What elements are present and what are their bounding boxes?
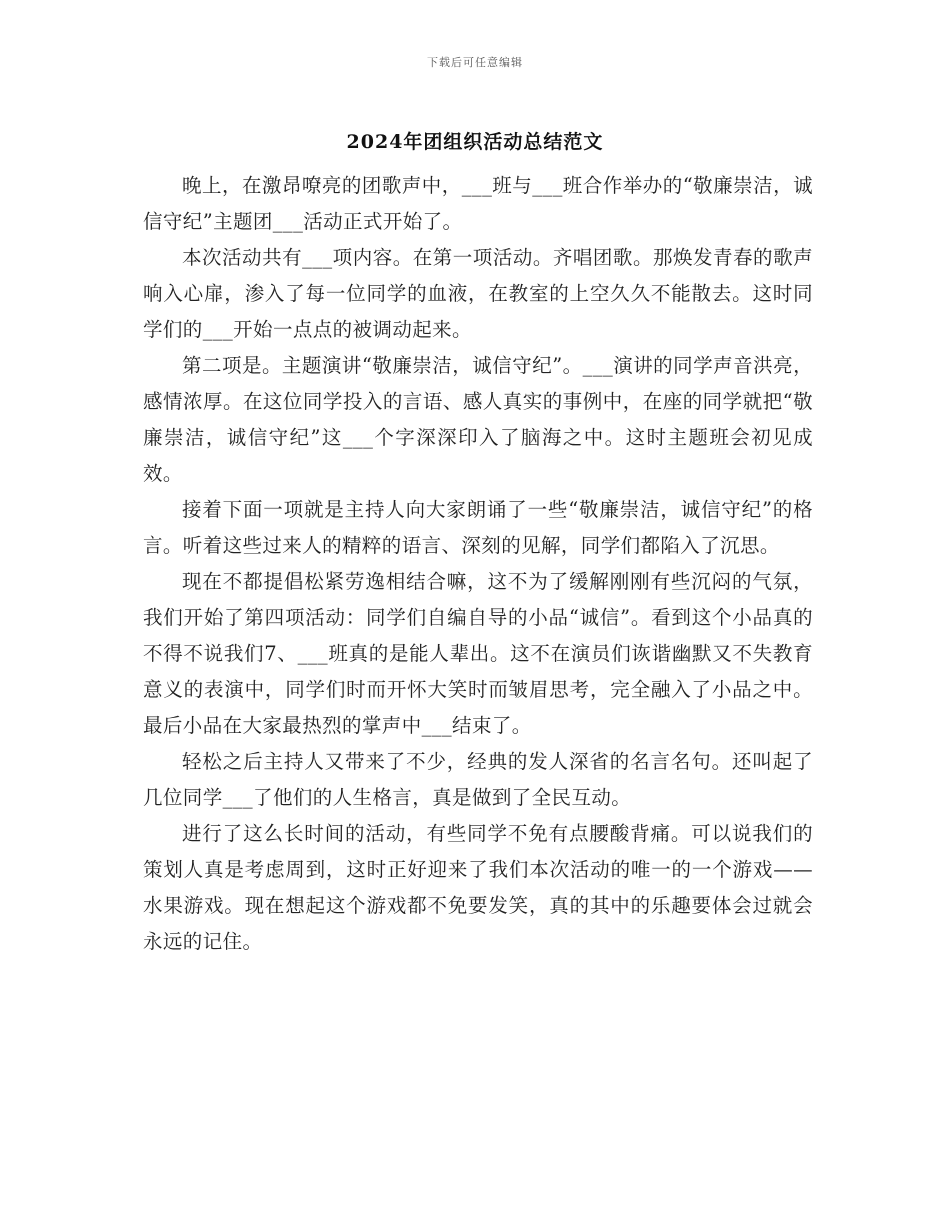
- paragraph-3: 第二项是。主题演讲“敬廉崇洁，诚信守纪”。___演讲的同学声音洪亮，感情浓厚。在这位同学投入的言语、感人真实的事例中，在座的同学就把“敬廉崇洁，诚信守纪”这___个字深深印入了脑海之中。这时主题班会初见成效。: [143, 354, 813, 485]
- paragraph-5: 现在不都提倡松紧劳逸相结合嘛，这不为了缓解刚刚有些沉闷的气氛，我们开始了第四项活动：同学们自编自导的小品“诚信”。看到这个小品真的不得不说我们7、___班真的是能人辈出。这不在演员们诙谐幽默又不失教育意义的表演中，同学们时而开怀大笑时而皱眉思考，完全融入了小品之中。最后小品在大家最热烈的掌声中___结束了。: [143, 570, 813, 737]
- document-title: 2024年团组织活动总结范文: [346, 131, 604, 153]
- paragraph-4: 接着下面一项就是主持人向大家朗诵了一些“敬廉崇洁，诚信守纪”的格言。听着这些过来人的精粹的语言、深刻的见解，同学们都陷入了沉思。: [143, 498, 813, 557]
- paragraph-6: 轻松之后主持人又带来了不少，经典的发人深省的名言名句。还叫起了几位同学___了他们的人生格言，真是做到了全民互动。: [143, 750, 813, 809]
- paragraph-7: 进行了这么长时间的活动，有些同学不免有点腰酸背痛。可以说我们的策划人真是考虑周到，这时正好迎来了我们本次活动的唯一的一个游戏——水果游戏。现在想起这个游戏都不免要发笑，真的其中的乐趣要体会过就会永远的记住。: [143, 822, 813, 953]
- page-header-note: 下载后可任意编辑: [427, 56, 523, 69]
- paragraph-1: 晚上，在激昂嘹亮的团歌声中，___班与___班合作举办的“敬廉崇洁，诚信守纪”主题团___活动正式开始了。: [143, 174, 813, 233]
- paragraph-2: 本次活动共有___项内容。在第一项活动。齐唱团歌。那焕发青春的歌声响入心扉，渗入了每一位同学的血液，在教室的上空久久不能散去。这时同学们的___开始一点点的被调动起来。: [143, 246, 813, 341]
- document-body: [143, 168, 813, 960]
